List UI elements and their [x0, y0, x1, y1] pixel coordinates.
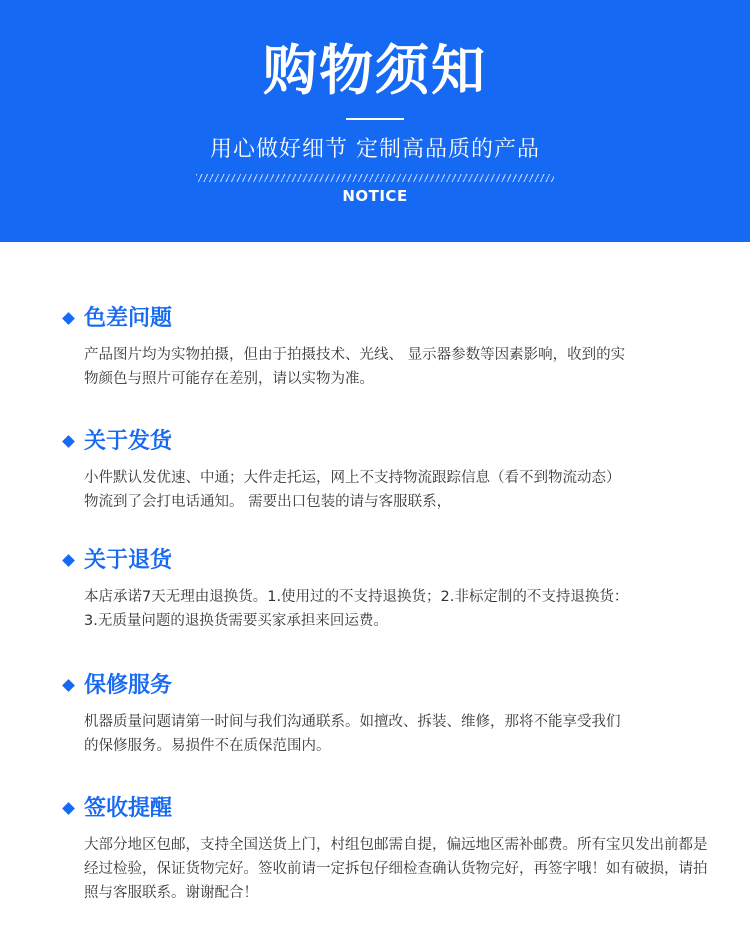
body-line: 小件默认发优速、中通；大件走托运，网上不支持物流跟踪信息（看不到物流动态）	[84, 470, 621, 486]
page-subtitle: 用心做好细节 定制高品质的产品	[210, 137, 540, 162]
body-line: 的保修服务。易损件不在质保范围内。	[84, 738, 331, 754]
body-line: 产品图片均为实物拍摄，但由于拍摄技术、光线、 显示器参数等因素影响，收到的实	[84, 347, 626, 363]
body-line: 物颜色与照片可能存在差别，请以实物为准。	[84, 371, 374, 387]
notice-label: NOTICE	[342, 187, 408, 205]
section-body	[84, 710, 704, 758]
diamond-bullet-icon	[62, 435, 75, 448]
section-title: 色差问题	[84, 306, 173, 331]
body-line: 物流到了会打电话通知。 需要出口包装的请与客服联系，	[84, 494, 452, 510]
section-body	[84, 585, 704, 633]
body-line: 3.无质量问题的退换货需要买家承担来回运费。	[84, 613, 388, 629]
page-title: 购物须知	[263, 39, 487, 102]
body-line: 机器质量问题请第一时间与我们沟通联系。如擅改、拆装、维修，那将不能享受我们	[84, 714, 621, 730]
body-line: 经过检验，保证货物完好。签收前请一定拆包仔细检查确认货物完好，再签字哦！如有破损，请拍	[84, 861, 708, 877]
section-body	[84, 833, 708, 905]
section-title: 签收提醒	[84, 796, 173, 821]
section-body	[84, 466, 704, 514]
diamond-bullet-icon	[62, 802, 75, 815]
diamond-bullet-icon	[62, 312, 75, 325]
section-body	[84, 343, 704, 391]
body-line: 大部分地区包邮，支持全国送货上门，村组包邮需自提，偏远地区需补邮费。所有宝贝发出前都是	[84, 837, 708, 853]
hatch-divider	[196, 174, 554, 182]
body-line: 本店承诺7天无理由退换货。1.使用过的不支持退换货；2.非标定制的不支持退换货：	[84, 589, 629, 605]
diamond-bullet-icon	[62, 679, 75, 692]
title-divider	[346, 118, 404, 120]
body-line: 照与客服联系。谢谢配合！	[84, 885, 258, 901]
section-title: 关于退货	[84, 548, 173, 573]
section-title: 关于发货	[84, 429, 173, 454]
section-title: 保修服务	[84, 673, 173, 698]
header-banner	[0, 0, 750, 242]
diamond-bullet-icon	[62, 554, 75, 567]
